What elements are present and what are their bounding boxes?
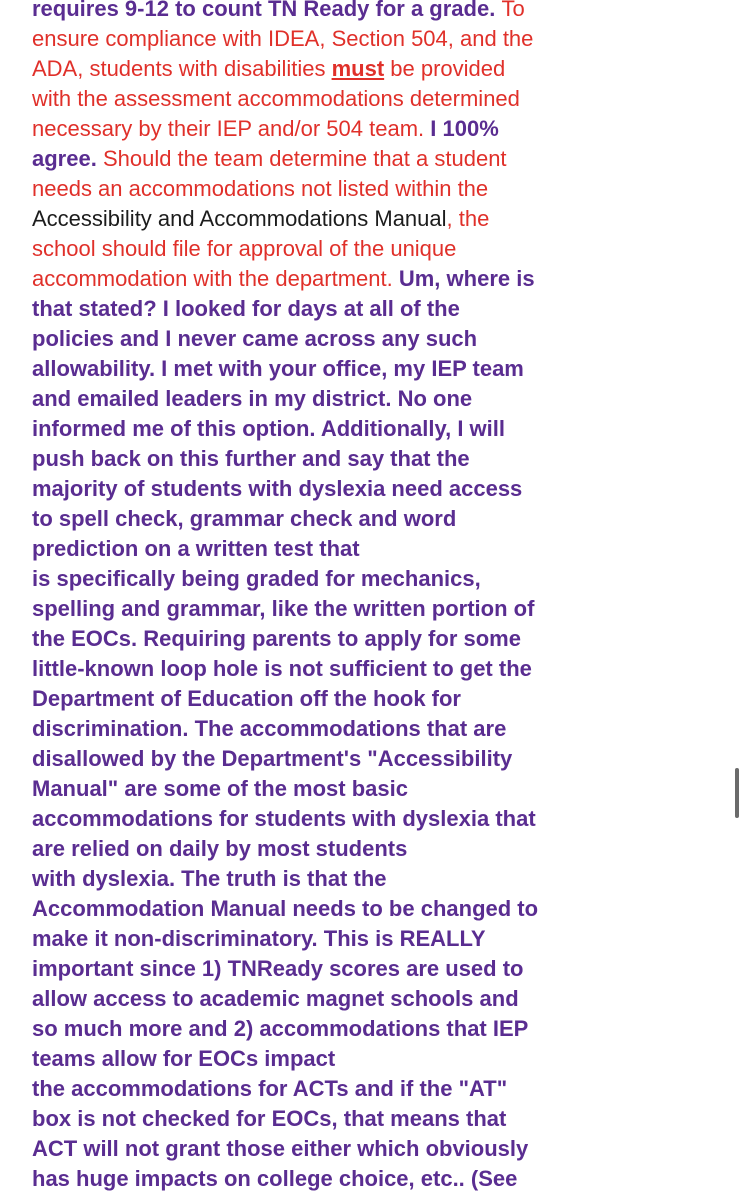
text-line <box>32 894 732 924</box>
text-line <box>32 1074 732 1104</box>
text-line <box>32 264 732 294</box>
text-line <box>32 594 732 624</box>
text-line <box>32 984 732 1014</box>
text-run: the EOCs. Requiring parents to apply for some <box>32 626 521 651</box>
text-run: allow access to academic magnet schools and <box>32 986 519 1011</box>
text-line <box>32 804 732 834</box>
text-run: disallowed by the Department's "Accessibility <box>32 746 513 771</box>
text-run: discrimination. The accommodations that are <box>32 716 507 741</box>
text-line <box>32 144 732 174</box>
text-line <box>32 684 732 714</box>
text-run: with dyslexia. The truth is that the <box>32 866 387 891</box>
text-line <box>32 714 732 744</box>
text-run: Accommodation Manual needs to be changed to <box>32 896 539 921</box>
text-run: spelling and grammar, like the written portion of <box>32 596 535 621</box>
text-run: that stated? I looked for days at all of the <box>32 296 460 321</box>
text-line <box>32 84 732 114</box>
text-run: accommodations for students with dyslexia that <box>32 806 536 831</box>
text-line <box>32 1134 732 1164</box>
text-run: school should file for approval of the unique <box>32 236 457 261</box>
text-line <box>32 384 732 414</box>
text-run: make it non-discriminatory. This is REALLY <box>32 926 486 951</box>
text-line <box>32 414 732 444</box>
text-line <box>32 774 732 804</box>
text-run: Manual" are some of the most basic <box>32 776 408 801</box>
text-run: little-known loop hole is not sufficient to get the <box>32 656 532 681</box>
text-run: push back on this further and say that the <box>32 446 470 471</box>
text-line <box>32 474 732 504</box>
text-line <box>32 24 732 54</box>
text-run: ensure compliance with IDEA, Section 504, and the <box>32 26 534 51</box>
text-line <box>32 114 732 144</box>
text-run: teams allow for EOCs impact <box>32 1046 336 1071</box>
text-line <box>32 624 732 654</box>
text-run: be provided <box>384 56 506 81</box>
text-line <box>32 1104 732 1134</box>
text-line <box>32 924 732 954</box>
text-run: is specifically being graded for mechanics, <box>32 566 481 591</box>
text-line <box>32 444 732 474</box>
text-line <box>32 534 732 564</box>
text-run: has huge impacts on college choice, etc.. (See <box>32 1166 518 1191</box>
text-line <box>32 654 732 684</box>
text-run: majority of students with dyslexia need access <box>32 476 523 501</box>
text-run: box is not checked for EOCs, that means that <box>32 1106 507 1131</box>
text-run: allowability. I met with your office, my IEP team <box>32 356 524 381</box>
text-line <box>32 204 732 234</box>
text-line <box>32 1014 732 1044</box>
text-run: policies and I never came across any such <box>32 326 478 351</box>
text-run: important since 1) TNReady scores are used to <box>32 956 524 981</box>
text-run: , the <box>446 206 490 231</box>
text-line <box>32 234 732 264</box>
text-run: and emailed leaders in my district. No one <box>32 386 473 411</box>
text-run: the accommodations for ACTs and if the "AT" <box>32 1076 508 1101</box>
text-line <box>32 354 732 384</box>
text-line <box>32 54 732 84</box>
text-run: informed me of this option. Additionally, I will <box>32 416 505 441</box>
text-run: ADA, students with disabilities <box>32 56 332 81</box>
text-run: must <box>331 56 385 81</box>
text-run: prediction on a written test that <box>32 536 360 561</box>
text-run: I 100% <box>430 116 499 141</box>
text-line <box>32 1164 732 1194</box>
text-line <box>32 834 732 864</box>
vertical-scrollbar[interactable] <box>735 768 739 818</box>
text-run: requires 9-12 to count TN Ready for a grade. <box>32 0 502 21</box>
text-run: are relied on daily by most students <box>32 836 408 861</box>
text-run: agree. <box>32 146 97 171</box>
text-run: to spell check, grammar check and word <box>32 506 457 531</box>
text-line <box>32 174 732 204</box>
text-run: with the assessment accommodations determined <box>32 86 520 111</box>
text-line <box>32 864 732 894</box>
text-run: Accessibility and Accommodations Manual <box>32 206 447 231</box>
document-body <box>32 0 732 1194</box>
text-line <box>32 294 732 324</box>
text-line <box>32 564 732 594</box>
text-line <box>32 504 732 534</box>
text-line <box>32 744 732 774</box>
text-run: Department of Education off the hook for <box>32 686 461 711</box>
text-run: To <box>501 0 525 21</box>
text-line <box>32 324 732 354</box>
text-run: necessary by their IEP and/or 504 team. <box>32 116 431 141</box>
text-line <box>32 954 732 984</box>
text-line <box>32 1044 732 1074</box>
text-run: accommodation with the department. <box>32 266 399 291</box>
text-run: ACT will not grant those either which obviously <box>32 1136 529 1161</box>
text-run: needs an accommodations not listed within the <box>32 176 489 201</box>
text-run: so much more and 2) accommodations that IEP <box>32 1016 529 1041</box>
text-run: Um, where is <box>398 266 535 291</box>
text-run: Should the team determine that a student <box>96 146 507 171</box>
text-line <box>32 0 732 24</box>
